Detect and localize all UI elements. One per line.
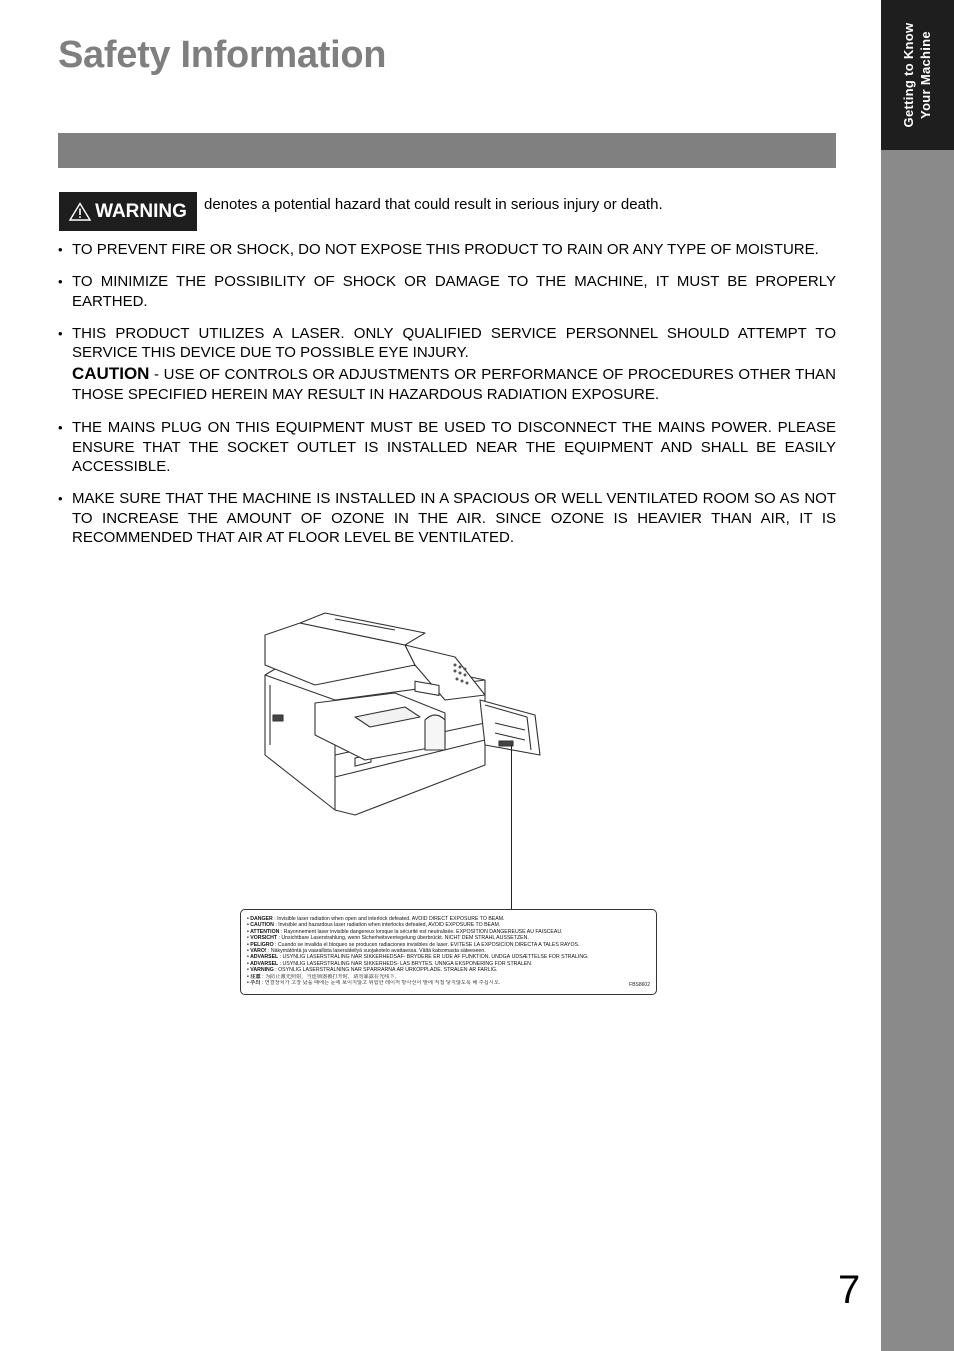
- label-code: FBS8602: [629, 981, 650, 988]
- bullet-text: TO MINIMIZE THE POSSIBILITY OF SHOCK OR DAMAGE TO THE MACHINE, IT MUST BE PROPERLY EARTHED.: [72, 273, 836, 310]
- laser-warning-label: [240, 909, 657, 995]
- safety-bullet-list: [58, 240, 836, 560]
- machine-illustration: [255, 605, 555, 820]
- bullet-text: THIS PRODUCT UTILIZES A LASER. ONLY QUALIFIED SERVICE PERSONNEL SHOULD ATTEMPT TO SERVICE THIS DEVICE DUE TO POSSIBLE EYE INJURY.: [72, 324, 836, 361]
- list-item: [58, 489, 836, 548]
- label-row: • DANGER : Invisible laser radiation when open and interlock defeated. AVOID DIRECT EXPOSURE TO BEAM.: [247, 916, 505, 922]
- label-row: • ADVARSEL : USYNLIG LASERSTRÅLING NÅR SIKKERHEDSAF- BRYDERE ER UDE AF FUNKTION. UNDGÅ UDSÆTTELSE FOR STRÅLING.: [247, 954, 589, 961]
- label-row: • ADVARSEL : USYNLIG LASERSTRÅLING NÅR SIKKERHEDS- LÅS BRYTES. UNNGÅ EKSPONERING FOR STRÅLEN.: [247, 960, 533, 967]
- label-row: • VARNING : OSYNLIG LASERSTRÅLNING NÄR SPÄRRARNA ÄR URKOPPLADE. STRÅLEN ÄR FARLIG.: [247, 967, 498, 974]
- label-row: • 注意 : 为防止激光照射，当连锁器被打开时，请勿暴露在光线下。: [247, 973, 400, 980]
- warning-badge-label: WARNING: [95, 200, 187, 222]
- label-row: • CAUTION : Invisible and hazardous laser radiation when interlocks defeated, AVOID EXPOSURE TO BEAM.: [247, 922, 501, 929]
- side-tab-light: [881, 150, 954, 1351]
- label-pointer-line: [511, 745, 512, 910]
- list-item: [58, 324, 836, 406]
- list-item: [58, 240, 836, 260]
- caution-text: - USE OF CONTROLS OR ADJUSTMENTS OR PERFORMANCE OF PROCEDURES OTHER THAN THOSE SPECIFIED HEREIN MAY RESULT IN HAZARDOUS RADIATION EXPOSURE.: [72, 365, 836, 403]
- warning-description: denotes a potential hazard that could result in serious injury or death.: [204, 196, 663, 213]
- bullet-text: TO PREVENT FIRE OR SHOCK, DO NOT EXPOSE THIS PRODUCT TO RAIN OR ANY TYPE OF MOISTURE.: [72, 241, 819, 258]
- header-bar: [58, 133, 836, 168]
- page-number: 7: [838, 1268, 861, 1312]
- label-row: • VORSICHT : Unsichtbare Laserstrahlung, wenn Sicherheitsverriegelung überbrückt. NICHT DEM STRAHL AUSSETZEN.: [247, 935, 529, 942]
- warning-triangle-icon: [69, 202, 91, 221]
- list-item: [58, 272, 836, 311]
- page-title: Safety Information: [58, 34, 387, 76]
- label-row: • PELIGRO : Cuando se invalida el bloqueo se producen radiaciones invisibles de laser. EVITESE LA EXPOSICION DIRECTA A TALES RAYOS.: [247, 941, 580, 948]
- bullet-text: MAKE SURE THAT THE MACHINE IS INSTALLED IN A SPACIOUS OR WELL VENTILATED ROOM SO AS NOT TO INCREASE THE AMOUNT OF OZONE IN THE AIR. SINCE OZONE IS HEAVIER THAN AIR, IT IS RECOMMENDED THAT AIR AT FLOOR LEVEL BE VENTILATED.: [72, 490, 836, 546]
- caution-line: [72, 364, 836, 406]
- warning-badge: [59, 192, 197, 231]
- caution-label: CAUTION: [72, 363, 150, 383]
- section-tab-line2: Your Machine: [918, 31, 933, 119]
- bullet-text: THE MAINS PLUG ON THIS EQUIPMENT MUST BE USED TO DISCONNECT THE MAINS POWER. PLEASE ENSURE THAT THE SOCKET OUTLET IS INSTALLED NEAR THE EQUIPMENT AND SHALL BE EASILY ACCESSIBLE.: [72, 419, 836, 475]
- list-item: [58, 418, 836, 477]
- label-row: • 주의 : 연결장치가 고장 났을 때에는 눈에 보이지않고 위험한 레이저 방사선이 발에 직접 닿지않도록 해 주십시오.: [247, 980, 501, 987]
- section-tab-line1: Getting to Know: [901, 22, 916, 128]
- label-row: • VARO! : Näkymätöntä ja vaarallista lasersäteilyä suojakotelo avattaessa. Vältä katsomasta säteeseen.: [247, 948, 486, 955]
- section-tab-label: [900, 5, 934, 145]
- label-row: • ATTENTION : Rayonnement laser invisible dangereux lorsque la sécurité est neutralisée. EXPOSITION DANGEREUSE AU FAISCEAU.: [247, 928, 563, 935]
